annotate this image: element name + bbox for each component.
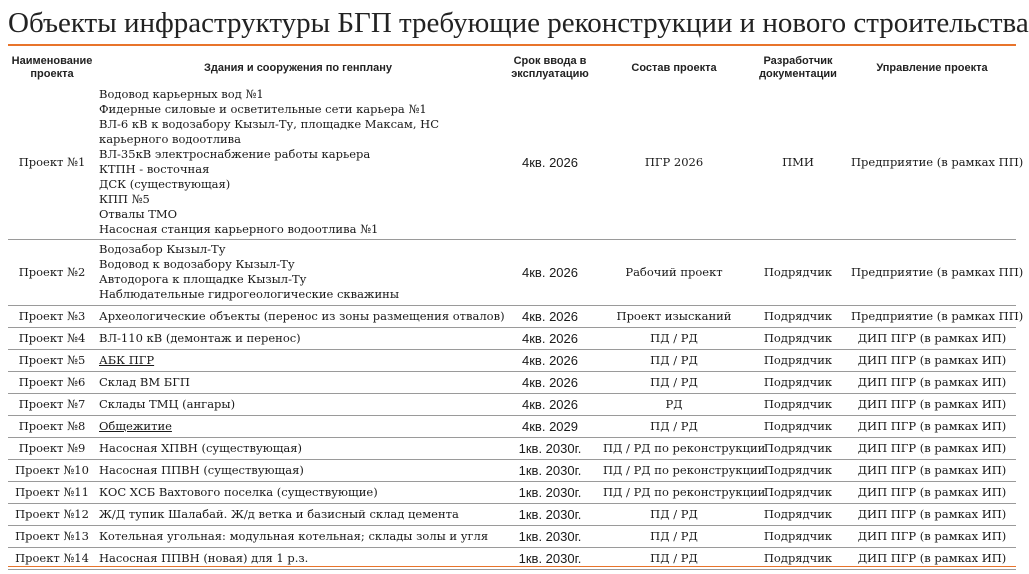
building-item: Водовод карьерных вод №1 <box>99 87 264 102</box>
developer-cell: Подрядчик <box>748 481 848 503</box>
header-composition: Состав проекта <box>631 61 717 74</box>
building-item: АБК ПГР <box>99 352 155 367</box>
developer-cell: ПМИ <box>748 86 848 239</box>
buildings-cell <box>96 415 500 437</box>
building-item: КТПН - восточная <box>99 162 210 177</box>
project-name-cell: Проект №7 <box>8 393 96 415</box>
header-name: Наименование проекта <box>11 55 93 80</box>
buildings-cell <box>96 525 500 547</box>
project-name-cell: Проект №1 <box>8 86 96 239</box>
developer-cell: Подрядчик <box>748 437 848 459</box>
composition-cell: Проект изысканий <box>600 305 748 327</box>
composition-cell: Рабочий проект <box>600 239 748 305</box>
deadline-cell: 1кв. 2030г. <box>500 547 600 569</box>
composition-cell: ПД / РД по реконструкции <box>600 459 748 481</box>
developer-cell: Подрядчик <box>748 371 848 393</box>
management-cell: ДИП ПГР (в рамках ИП) <box>848 415 1016 437</box>
building-item: Водозабор Кызыл-Ту <box>99 242 226 256</box>
table-row <box>8 481 1016 503</box>
management-cell: Предприятие (в рамках ПП) <box>848 86 1016 239</box>
header-developer: Разработчик документации <box>759 55 837 80</box>
building-item: ВЛ-110 кВ (демонтаж и перенос) <box>99 330 301 345</box>
buildings-cell <box>96 349 500 371</box>
project-name-cell: Проект №13 <box>8 525 96 547</box>
developer-cell: Подрядчик <box>748 239 848 305</box>
building-item: Ж/Д тупик Шалабай. Ж/д ветка и базисный склад цемента <box>99 506 459 521</box>
buildings-cell <box>96 239 500 305</box>
page-title: Объекты инфраструктуры БГП требующие реконструкции и нового строительства <box>8 7 1029 39</box>
management-cell: ДИП ПГР (в рамках ИП) <box>848 525 1016 547</box>
management-cell: ДИП ПГР (в рамках ИП) <box>848 393 1016 415</box>
developer-cell: Подрядчик <box>748 305 848 327</box>
project-name-cell: Проект №10 <box>8 459 96 481</box>
deadline-cell: 1кв. 2030г. <box>500 525 600 547</box>
title-divider <box>8 44 1016 46</box>
table-row <box>8 239 1016 305</box>
developer-cell: Подрядчик <box>748 547 848 569</box>
building-item: Котельная угольная: модульная котельная; склады золы и угля <box>99 528 489 543</box>
table-row <box>8 437 1016 459</box>
deadline-cell: 1кв. 2030г. <box>500 459 600 481</box>
developer-cell: Подрядчик <box>748 459 848 481</box>
management-cell: ДИП ПГР (в рамках ИП) <box>848 503 1016 525</box>
header-deadline: Срок ввода в эксплуатацию <box>511 55 589 80</box>
building-item: Фидерные силовые и осветительные сети карьера №1 <box>99 102 427 117</box>
buildings-cell <box>96 503 500 525</box>
deadline-cell: 4кв. 2026 <box>500 305 600 327</box>
management-cell: ДИП ПГР (в рамках ИП) <box>848 349 1016 371</box>
management-cell: ДИП ПГР (в рамках ИП) <box>848 459 1016 481</box>
developer-cell: Подрядчик <box>748 393 848 415</box>
building-item: КОС ХСБ Вахтового поселка (существующие) <box>99 484 378 499</box>
composition-cell: ПД / РД по реконструкции <box>600 437 748 459</box>
table-row <box>8 459 1016 481</box>
buildings-cell <box>96 459 500 481</box>
buildings-cell <box>96 393 500 415</box>
building-item: Автодорога к площадке Кызыл-Ту <box>99 272 307 286</box>
management-cell: ДИП ПГР (в рамках ИП) <box>848 437 1016 459</box>
management-cell: Предприятие (в рамках ПП) <box>848 239 1016 305</box>
management-cell: ДИП ПГР (в рамках ИП) <box>848 481 1016 503</box>
building-item: Археологические объекты (перенос из зоны размещения отвалов) <box>99 308 505 323</box>
buildings-cell <box>96 327 500 349</box>
deadline-cell: 1кв. 2030г. <box>500 481 600 503</box>
project-name-cell: Проект №4 <box>8 327 96 349</box>
composition-cell: ПД / РД по реконструкции <box>600 481 748 503</box>
building-item: КПП №5 <box>99 192 150 207</box>
management-cell: ДИП ПГР (в рамках ИП) <box>848 547 1016 569</box>
deadline-cell: 4кв. 2026 <box>500 239 600 305</box>
project-name-cell: Проект №3 <box>8 305 96 327</box>
composition-cell: ПГР 2026 <box>600 86 748 239</box>
table-row <box>8 525 1016 547</box>
project-name-cell: Проект №12 <box>8 503 96 525</box>
management-cell: ДИП ПГР (в рамках ИП) <box>848 371 1016 393</box>
project-name-cell: Проект №9 <box>8 437 96 459</box>
deadline-cell: 4кв. 2026 <box>500 371 600 393</box>
header-management: Управление проекта <box>876 61 988 74</box>
project-name-cell: Проект №6 <box>8 371 96 393</box>
table-row <box>8 415 1016 437</box>
composition-cell: ПД / РД <box>600 415 748 437</box>
buildings-cell <box>96 305 505 327</box>
building-item: Склады ТМЦ (ангары) <box>99 396 236 411</box>
table-row <box>8 349 1016 371</box>
developer-cell: Подрядчик <box>748 415 848 437</box>
deadline-cell: 4кв. 2026 <box>500 393 600 415</box>
building-item: ДСК (существующая) <box>99 177 231 192</box>
composition-cell: ПД / РД <box>600 503 748 525</box>
buildings-cell <box>96 481 500 503</box>
deadline-cell: 4кв. 2026 <box>500 349 600 371</box>
building-item: ВЛ-6 кВ к водозабору Кызыл-Ту, площадке Максам, НС <box>99 117 439 132</box>
deadline-cell: 1кв. 2030г. <box>500 503 600 525</box>
management-cell: ДИП ПГР (в рамках ИП) <box>848 327 1016 349</box>
building-item: Насосная ППВН (новая) для 1 р.з. <box>99 550 309 565</box>
header-row <box>8 50 1016 86</box>
project-name-cell: Проект №11 <box>8 481 96 503</box>
developer-cell: Подрядчик <box>748 503 848 525</box>
table-row <box>8 327 1016 349</box>
building-item: Наблюдательные гидрогеологические скважины <box>99 287 399 301</box>
building-item: Склад ВМ БГП <box>99 374 190 389</box>
table-row <box>8 371 1016 393</box>
building-item: Насосная станция карьерного водоотлива №1 <box>99 222 379 237</box>
building-item: Насосная ХПВН (существующая) <box>99 440 303 455</box>
table-row <box>8 86 1016 239</box>
buildings-cell <box>96 86 500 239</box>
buildings-cell <box>96 437 500 459</box>
composition-cell: ПД / РД <box>600 525 748 547</box>
building-item: Отвалы ТМО <box>99 207 178 222</box>
deadline-cell: 1кв. 2030г. <box>500 437 600 459</box>
developer-cell: Подрядчик <box>748 327 848 349</box>
developer-cell: Подрядчик <box>748 525 848 547</box>
table-row <box>8 305 1016 327</box>
bottom-divider <box>8 566 1016 567</box>
project-name-cell: Проект №8 <box>8 415 96 437</box>
buildings-cell <box>96 371 500 393</box>
infrastructure-table <box>8 50 1024 570</box>
composition-cell: ПД / РД <box>600 371 748 393</box>
project-name-cell: Проект №2 <box>8 239 96 305</box>
project-name-cell: Проект №14 <box>8 547 96 569</box>
header-buildings: Здания и сооружения по генплану <box>204 61 392 74</box>
deadline-cell: 4кв. 2026 <box>500 327 600 349</box>
composition-cell: ПД / РД <box>600 547 748 569</box>
composition-cell: ПД / РД <box>600 327 748 349</box>
building-item: карьерного водоотлива <box>99 132 242 147</box>
project-name-cell: Проект №5 <box>8 349 96 371</box>
building-item: ВЛ-35кВ электроснабжение работы карьера <box>99 147 371 162</box>
composition-cell: ПД / РД <box>600 349 748 371</box>
building-item: Водовод к водозабору Кызыл-Ту <box>99 257 295 271</box>
building-item: Насосная ППВН (существующая) <box>99 462 304 477</box>
table-row <box>8 503 1016 525</box>
management-cell: Предприятие (в рамках ПП) <box>848 305 1016 327</box>
developer-cell: Подрядчик <box>748 349 848 371</box>
deadline-cell: 4кв. 2029 <box>500 415 600 437</box>
table-row <box>8 393 1016 415</box>
building-item: Общежитие <box>99 418 172 433</box>
composition-cell: РД <box>600 393 748 415</box>
deadline-cell: 4кв. 2026 <box>500 86 600 239</box>
